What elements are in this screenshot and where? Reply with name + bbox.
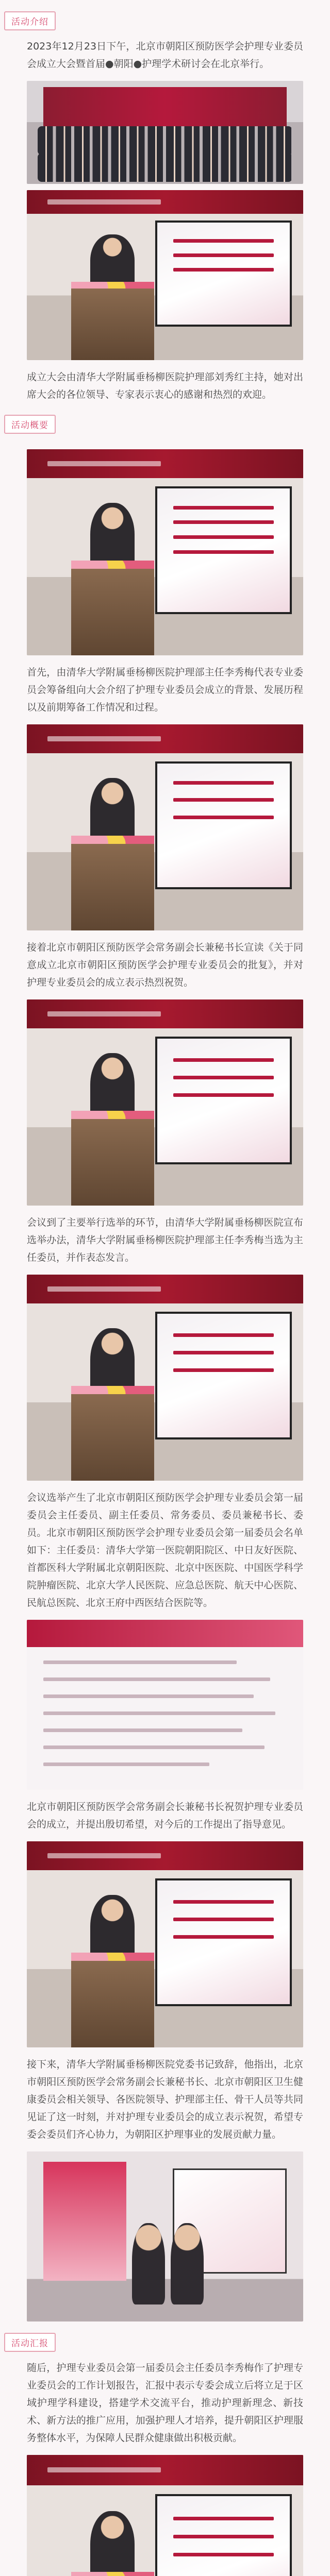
photo-speaker-podium [27,1275,303,1481]
section-intro [0,0,330,403]
photo-speaker-podium [27,2455,303,2576]
paragraph: 会议选举产生了北京市朝阳区预防医学会护理专业委员会第一届委员会主任委员、副主任委员、常务委员、委员兼秘书长、委员。北京市朝阳区预防医学会护理专业委员会第一届委员会名单如下：主任委员：清华大学第一医院朝阳院区、中日友好医院、首都医科大学附属北京朝阳医院、北京中医医院、中国医学科学院肿瘤医院、北京大学人民医院、应急总医院、航天中心医院、民航总医院、北京王府中西医结合医院等。 [27,1492,303,1608]
section-overview [0,403,330,2321]
paragraph: 接着北京市朝阳区预防医学会常务副会长兼秘书长宣读《关于同意成立北京市朝阳区预防医学会护理专业委员会的批复》，并对护理专业委员会的成立表示热烈祝贺。 [27,942,303,988]
photo-speaker-podium [27,1841,303,2047]
section-tag: 活动概要 [4,415,56,434]
paragraph: 北京市朝阳区预防医学会常务副会长兼秘书长祝贺护理专业委员会的成立，并提出殷切希望，对今后的工作提出了指导意见。 [27,1801,303,1830]
photo-host-at-podium [27,190,303,360]
photo-speaker-podium [27,724,303,930]
section-tag: 活动介绍 [4,11,56,30]
photo-name-list-slide [27,1620,303,1790]
paragraph: 接下来，清华大学附属垂杨柳医院党委书记致辞，他指出，北京市朝阳区预防医学会常务副会长兼秘书长、北京市朝阳区卫生健康委员会相关领导、各医院领导、护理部主任、骨干人员等共同见证了这一时刻，并对护理专业委员会的成立表示祝贺，希望专委会委员们齐心协力，为朝阳区护理事业的发展贡献力量。 [27,2059,303,2140]
paragraph: 成立大会由清华大学附属垂杨柳医院护理部刘秀红主持，她对出席大会的各位领导、专家表示衷心的感谢和热烈的欢迎。 [27,371,303,400]
photo-award-ceremony [27,2151,303,2321]
paragraph: 首先，由清华大学附属垂杨柳医院护理部主任李秀梅代表专业委员会筹备组向大会介绍了护理专业委员会成立的背景、发展历程以及前期筹备工作情况和过程。 [27,667,303,713]
paragraph: 会议到了主要举行选举的环节，由清华大学附属垂杨柳医院宣布选举办法，清华大学附属垂杨柳医院护理部主任李秀梅当选为主任委员，并作表态发言。 [27,1217,303,1263]
photo-group-audience [27,81,303,184]
section-report [0,2321,330,2576]
paragraph: 2023年12月23日下午，北京市朝阳区预防医学会护理专业委员会成立大会暨首届●朝阳●护理学术研讨会在北京举行。 [27,41,303,70]
photo-speaker-podium [27,449,303,655]
photo-speaker-podium [27,999,303,1206]
section-tag: 活动汇报 [4,2333,56,2352]
paragraph: 随后，护理专业委员会第一届委员会主任委员李秀梅作了护理专业委员会的工作计划报告，汇报中表示专委会成立后将立足于区域护理学科建设，搭建学术交流平台，推动护理新理念、新技术、新方法的推广应用，加强护理人才培养，提升朝阳区护理服务整体水平，为保障人民群众健康做出积极贡献。 [27,2362,303,2444]
